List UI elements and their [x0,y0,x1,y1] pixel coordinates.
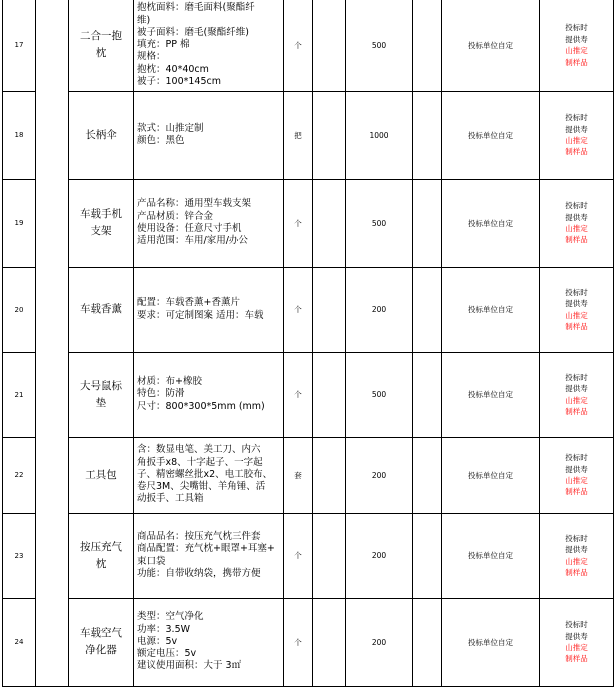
item-name: 车载手机 支架 [69,179,134,267]
sample-requirement [540,598,614,686]
empty-cell [413,352,442,437]
sample-requirement-highlight: 山推定 制样品 [565,556,588,577]
empty-cell [413,179,442,267]
sample-requirement [540,513,614,598]
item-name: 按压充气 枕 [69,513,134,598]
item-quantity: 500 [346,0,413,91]
row-index: 18 [3,91,36,179]
sample-requirement-text: 投标时 提供寿 [565,620,588,641]
sample-requirement [540,179,614,267]
item-quantity: 500 [346,179,413,267]
table-row [3,179,614,267]
row-index: 17 [3,0,36,91]
table-body [3,0,614,686]
empty-cell [313,437,346,513]
item-spec: 含：数显电笔、美工刀、内六 角扳手x8、十字起子、一字起 子、精密螺丝批x2、电工胶布、 卷尺3M、尖嘴钳、羊角锤、活 动扳手、工具箱 [134,437,284,513]
sample-requirement-highlight: 山推定 制样品 [565,136,588,157]
procurement-table [2,0,614,687]
item-name: 大号鼠标 垫 [69,352,134,437]
item-note: 投标单位自定 [442,91,540,179]
empty-cell [313,513,346,598]
row-index: 20 [3,267,36,352]
item-note: 投标单位自定 [442,598,540,686]
row-index: 19 [3,179,36,267]
table-row [3,352,614,437]
table-row [3,513,614,598]
sample-requirement [540,437,614,513]
empty-cell [313,0,346,91]
sample-requirement-text: 投标时 提供寿 [565,453,588,474]
table-row [3,91,614,179]
empty-cell [413,0,442,91]
sample-requirement-highlight: 山推定 制样品 [565,310,588,331]
item-name: 车载香薰 [69,267,134,352]
item-unit: 套 [284,437,313,513]
item-name: 长柄伞 [69,91,134,179]
empty-cell [313,179,346,267]
table-row [3,598,614,686]
empty-cell [413,598,442,686]
sample-requirement-text: 投标时 提供寿 [565,201,588,222]
item-spec: 抱枕面料：磨毛面料(聚酯纤 维) 被子面料：磨毛(聚酯纤维) 填充：PP 棉 规格： 抱枕：40*40cm 被子：100*145cm [134,0,284,91]
item-unit: 个 [284,598,313,686]
sample-requirement-text: 投标时 提供寿 [565,287,588,309]
item-note: 投标单位自定 [442,437,540,513]
empty-cell [413,513,442,598]
item-note: 投标单位自定 [442,352,540,437]
item-note: 投标单位自定 [442,179,540,267]
item-name: 二合一抱 枕 [69,0,134,91]
sample-requirement-text: 投标时 提供寿 [565,372,588,394]
item-quantity: 200 [346,513,413,598]
merged-blank-column [36,0,69,686]
empty-cell [313,91,346,179]
empty-cell [413,437,442,513]
empty-cell [313,267,346,352]
item-spec: 材质：布+橡胶 特色：防滑 尺寸：800*300*5mm (mm) [134,352,284,437]
item-quantity: 200 [346,267,413,352]
item-unit: 个 [284,179,313,267]
sample-requirement-highlight: 山推定 制样品 [565,643,588,664]
sample-requirement-highlight: 山推定 制样品 [565,395,588,416]
empty-cell [413,267,442,352]
sample-requirement-text: 投标时 提供寿 [565,533,588,555]
sample-requirement-highlight: 山推定 制样品 [565,476,588,497]
row-index: 21 [3,352,36,437]
empty-cell [413,91,442,179]
table-row [3,267,614,352]
item-note: 投标单位自定 [442,0,540,91]
sample-requirement-highlight: 山推定 制样品 [565,224,588,245]
item-name: 工具包 [69,437,134,513]
table-row [3,0,614,91]
item-quantity: 200 [346,437,413,513]
item-unit: 个 [284,0,313,91]
sample-requirement [540,0,614,91]
sample-requirement [540,352,614,437]
item-spec: 商品品名：按压充气枕三件套 商品配置：充气枕+眼罩+耳塞+ 束口袋 功能：自带收纳袋，携带方便 [134,513,284,598]
item-quantity: 500 [346,352,413,437]
item-quantity: 1000 [346,91,413,179]
item-spec: 款式：山推定制 颜色：黑色 [134,91,284,179]
sample-requirement [540,91,614,179]
item-name: 车载空气 净化器 [69,598,134,686]
sample-requirement-text: 投标时 提供寿 [565,23,588,44]
row-index: 22 [3,437,36,513]
empty-cell [313,598,346,686]
item-spec: 产品名称：通用型车载支架 产品材质：锌合金 使用设备：任意尺寸手机 适用范围：车用/家用/办公 [134,179,284,267]
row-index: 23 [3,513,36,598]
row-index: 24 [3,598,36,686]
empty-cell [313,352,346,437]
table-row [3,437,614,513]
sample-requirement-text: 投标时 提供寿 [565,113,588,134]
item-note: 投标单位自定 [442,267,540,352]
item-unit: 把 [284,91,313,179]
sample-requirement-highlight: 山推定 制样品 [565,46,588,67]
item-spec: 配置：车载香薰+香薰片 要求：可定制图案 适用：车载 [134,267,284,352]
item-note: 投标单位自定 [442,513,540,598]
item-unit: 个 [284,352,313,437]
item-spec: 类型：空气净化 功率：3.5W 电源：5v 额定电压：5v 建议使用面积：大于 3㎡ [134,598,284,686]
sample-requirement [540,267,614,352]
item-quantity: 200 [346,598,413,686]
item-unit: 个 [284,513,313,598]
item-unit: 个 [284,267,313,352]
